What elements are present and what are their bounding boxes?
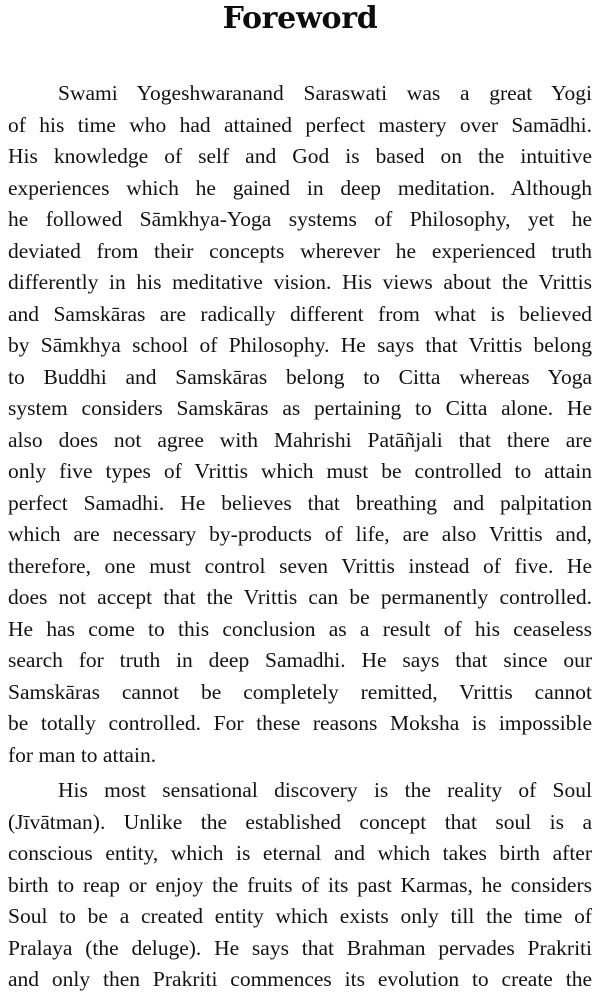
- text-line: also does not agree with Mahrishi Patāñjali that there are: [8, 427, 592, 452]
- paragraph-2: [8, 775, 592, 996]
- text-line: of his time who had attained perfect mastery over Samādhi.: [8, 112, 592, 137]
- text-line: perfect Samadhi. He believes that breathing and palpitation: [8, 490, 592, 515]
- text-line: he followed Sāmkhya-Yoga systems of Philosophy, yet he: [8, 207, 592, 231]
- text-line: deviated from their concepts wherever he experienced truth: [8, 238, 592, 263]
- text-line: Samskāras cannot be completely remitted, Vrittis cannot: [8, 679, 592, 704]
- text-line: search for truth in deep Samadhi. He says that since our: [8, 648, 592, 672]
- text-line: Swami Yogeshwaranand Saraswati was a great Yogi: [58, 81, 592, 105]
- text-line: His most sensational discovery is the reality of Soul: [58, 778, 592, 802]
- text-line: and only then Prakriti commences its evolution to create the: [8, 967, 592, 991]
- page-body: [8, 78, 592, 996]
- text-line: His knowledge of self and God is based on the intuitive: [8, 144, 592, 168]
- text-line: system considers Samskāras as pertaining to Citta alone. He: [8, 396, 592, 420]
- text-line: differently in his meditative vision. His views about the Vrittis: [8, 270, 592, 294]
- text-line: Pralaya (the deluge). He says that Brahman pervades Prakriti: [8, 935, 592, 960]
- text-line: for man to attain.: [8, 742, 157, 767]
- text-line: Soul to be a created entity which exists only till the time of: [8, 904, 592, 928]
- text-line: (Jīvātman). Unlike the established concept that soul is a: [8, 809, 592, 834]
- text-line: birth to reap or enjoy the fruits of its past Karmas, he considers: [8, 872, 592, 897]
- text-line: and Samskāras are radically different from what is believed: [8, 301, 592, 326]
- text-line: only five types of Vrittis which must be controlled to attain: [8, 459, 592, 483]
- page-title: Foreword: [222, 1, 378, 36]
- paragraph-1: [8, 78, 592, 771]
- text-line: be totally controlled. For these reasons Moksha is impossible: [8, 711, 592, 735]
- text-line: conscious entity, which is eternal and which takes birth after: [8, 841, 592, 865]
- text-line: experiences which he gained in deep meditation. Although: [8, 175, 592, 200]
- text-line: which are necessary by-products of life, are also Vrittis and,: [8, 522, 592, 546]
- text-line: therefore, one must control seven Vrittis instead of five. He: [8, 553, 592, 578]
- text-line: does not accept that the Vrittis can be permanently controlled.: [8, 585, 592, 609]
- text-line: by Sāmkhya school of Philosophy. He says that Vrittis belong: [8, 333, 592, 357]
- text-line: to Buddhi and Samskāras belong to Citta whereas Yoga: [8, 364, 592, 389]
- text-line: He has come to this conclusion as a result of his ceaseless: [8, 616, 592, 641]
